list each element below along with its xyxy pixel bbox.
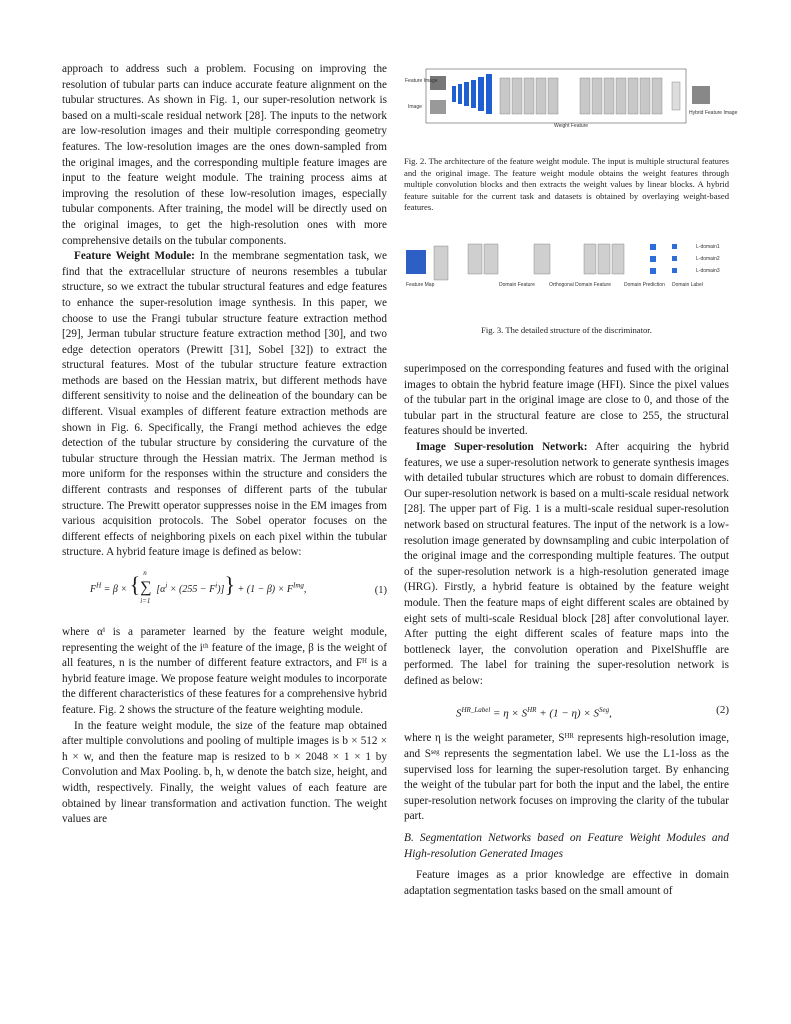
loss-2-label: L-domain2 (696, 256, 720, 262)
paragraph (62, 249, 387, 561)
image-label: Image (408, 104, 422, 110)
feature-map-label: Feature Map (406, 282, 435, 288)
figure-3-caption: Fig. 3. The detailed structure of the discriminator. (481, 325, 652, 335)
paragraph: superimposed on the corresponding features and fused with the original images to obtain the hybrid feature image (HFI). Since the pixel values of the tubular part in the original image are close to 0, and those of the tubular part in the structural feature are close to 255, the structural features should be inverted. (404, 363, 729, 438)
loss-1-label: L-domain1 (696, 244, 720, 250)
domain-feature-label: Domain Feature (499, 282, 535, 288)
prediction-cubes (650, 244, 677, 274)
equation-1-body: $F^H = \beta$ × { n ∑ i=1 $[\alpha^i \times (255 - F^i)]\} + (1 - \beta) \times F^{Img}$, (90, 569, 307, 605)
paragraph: where η is the weight parameter, Sᴴᴿ represents high-resolution image, and Sˢᵉᵍ represents the segmentation label. We use the L1-loss as the supervised loss for learning the super-resolution target. By enhancing the weight of the tubular part for both the input and the label, the entire super-resolution network focuses on improving the clarity of the tubular part. (404, 732, 729, 823)
figure-2-caption: Fig. 2. The architecture of the feature weight module. The input is multiple structural features and the original image. The feature weight module obtains the weight features through multiple convolution blocks and then extracts the weight values by linear blocks. A hybrid feature suitable for the current task and datasets is obtained by overlaying weight-based features. (404, 156, 729, 213)
left-column (62, 62, 387, 828)
equation-2 (404, 697, 729, 727)
feature-map-block (406, 250, 426, 274)
feature-image-label: Feature Image (405, 78, 438, 84)
equation-2-body: $S^{HR\_Label} = \eta \times S^{HR} + (1 - \eta) \times S^{Seg}$, (456, 706, 612, 721)
hybrid-image-thumb (692, 86, 710, 104)
loss-3-label: L-domain3 (696, 268, 720, 274)
figure-3-diagram (404, 236, 729, 296)
weight-feature-label: Weight Feature (554, 123, 589, 129)
paragraph-text: After acquiring the hybrid features, we use a super-resolution network to generate synthesis images with detailed tubular structures which are robust to domain differences. Our super-resolution network is based on a multi-scale residual network [28]. The upper part of Fig. 1 is a multi-scale residual super-resolution network based on structural features. The input of the network is a low-resolution image generated by downsampling and cubic interpolation of the original image and the corresponding multiple features. The output of the super-resolution network is a high-resolution generated image (HRG). Firstly, a hybrid feature is obtained by the feature weight module. Then the feature maps of eight different scales are obtained by eight sets of multi-scale Residual block [28] after convolutional layer. After putting the eight different scales of feature maps into the bottleneck layer, the convolution operation and PixelShuffle are performed. The label for training the super-resolution network is defined as below: (404, 440, 729, 687)
block (468, 244, 482, 274)
paragraph: Feature images as a prior knowledge are effective in domain adaptation segmentation tasks based on the small amount of (404, 869, 729, 897)
block (434, 246, 448, 280)
paragraph (404, 440, 729, 690)
block (598, 244, 610, 274)
hybrid-label: Hybrid Feature Image (689, 110, 738, 116)
block (534, 244, 550, 274)
image-thumb (430, 100, 446, 114)
domain-prediction-label: Domain Prediction (624, 282, 665, 288)
blocks (500, 78, 680, 114)
right-column (404, 362, 729, 899)
equation-1 (62, 567, 387, 617)
block (484, 244, 498, 274)
paragraph: approach to address such a problem. Focusing on improving the resolution of tubular parts can induce accurate feature alignment on the tubular structures. As shown in Fig. 1, our super-resolution network is based on a multi-scale residual network [28]. The inputs to the network are low-resolution images and their multiple corresponding geometry features. The low-resolution images are the ones down-sampled from the original images, and the corresponding multiple feature images are input to the feature weight module. The training process aims at improving the resolution of these low-resolution images, especially tubular components. After training, the model will be directly used on the original images, to get the high-resolution ones with more comprehensive details on the tubular components. (62, 63, 387, 247)
conv-stack (452, 74, 492, 114)
figure-2 (404, 64, 738, 214)
paragraph-heading: Image Super-resolution Network: (416, 440, 588, 453)
block (584, 244, 596, 274)
paragraph-heading: Feature Weight Module: (74, 250, 195, 263)
orthogonal-label: Orthogonal Domain Feature (549, 282, 611, 288)
figure-3 (404, 236, 729, 337)
subsection-heading: B. Segmentation Networks based on Feature Weight Modules and High-resolution Generated Images (404, 832, 729, 860)
domain-label-label: Domain Label (672, 282, 703, 288)
paragraph: where αⁱ is a parameter learned by the feature weight module, representing the weight of the iᵗʰ feature of the image, β is the weight of all features, n is the number of different feature extractors, and Fᴴ is a hybrid feature image. We propose feature weight modules to incorporate the different characteristics of these features for a comprehensive hybrid feature. Fig. 2 shows the structure of the feature weighting module. (62, 626, 387, 716)
block (612, 244, 624, 274)
paragraph-text: In the membrane segmentation task, we find that the extracellular structure of neurons resembles a tubular structure, so we extract the tubular structural features and edge features to enhance the super-resolution image synthesis. In this paper, we choose to use the Frangi tubular structure feature extraction method [29], Jerman tubular structure feature extraction method [30], and two edge detection operators (Prewitt [31], Sobel [32]) to extract the structural features. Most of the tubular structure feature extraction methods are based on the Hessian matrix, but different methods have different sensitivity to noise and the delineation of the boundary can be different. Visual examples of different feature extraction methods are shown in Fig. 6. Specifically, the Frangi method achieves the edge detection of the tubular structure by considering the curvature of the tubular structure through the Hessian matrix. The Jerman method is more uniform for the responses within the structure and considers the different contrasts and responses of different parts of the tubular structure. The Prewitt operator suppresses noise in the EM images from various acquisition protocols. The Sobel operator focuses on the different effects of neighboring pixels on each pixel within the tubular structure. A hybrid feature image is defined as below: (62, 250, 387, 559)
equation-number: (2) (716, 704, 729, 717)
figure-2-diagram (404, 64, 738, 139)
equation-number: (1) (374, 585, 387, 596)
paragraph: In the feature weight module, the size of the feature map obtained after multiple convolutions and pooling of multiple images is b × 512 × h × w, and then the feature map is resized to b × 2048 × 1 × 1 by Convolution and Max Pooling. b, h, w denote the batch size, height, and width, respectively. Finally, the weight values of each feature are obtained by linear transformation and activation function. The weight values are (62, 719, 387, 826)
